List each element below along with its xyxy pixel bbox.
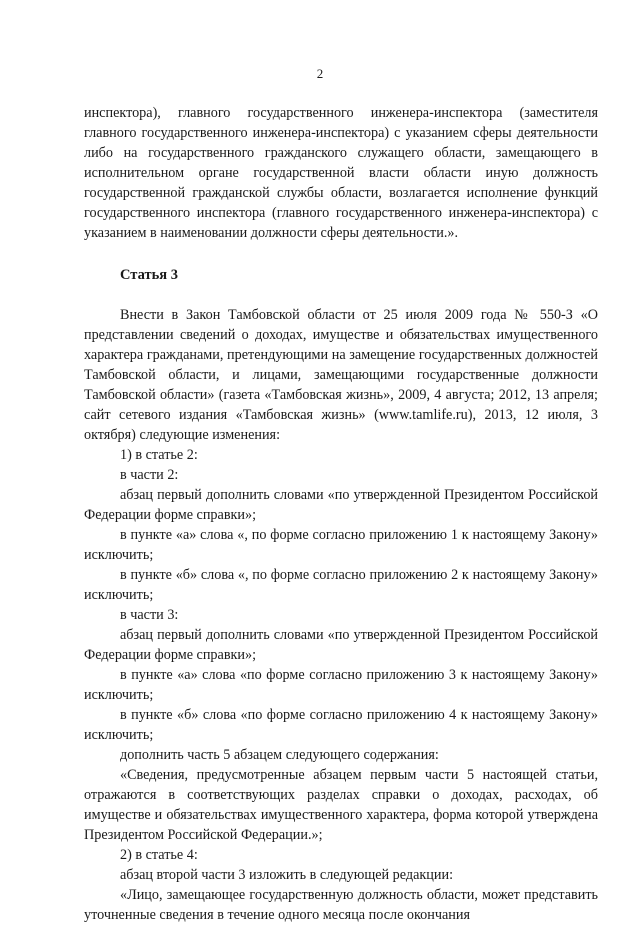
paragraph: «Лицо, замещающее государственную должность области, может представить уточненные сведения в течение одного месяца после окончания (84, 887, 598, 923)
paragraph: в части 2: (120, 467, 179, 483)
paragraph: абзац первый дополнить словами «по утвержденной Президентом Российской Федерации форме справки»; (84, 487, 598, 523)
spacer (84, 285, 598, 305)
paragraph: в пункте «б» слова «по форме согласно приложению 4 к настоящему Закону» исключить; (84, 707, 598, 743)
paragraph: 1) в статье 2: (120, 447, 198, 463)
document-body (84, 103, 598, 925)
paragraph: в пункте «б» слова «, по форме согласно приложению 2 к настоящему Закону» исключить; (84, 567, 598, 603)
paragraph: в части 3: (120, 607, 179, 623)
paragraph: Внести в Закон Тамбовской области от 25 июля 2009 года № 550-З «О представлении сведений о доходах, имуществе и обязательствах имущественного характера гражданами, претендующими на замещение государственных должностей Тамбовской области, и лицами, замещающими государственные должности Тамбовской области» (газета «Тамбовская жизнь», 2009, 4 августа; 2012, 13 апреля; сайт сетевого издания «Тамбовская жизнь» (www.tamlife.ru), 2013, 12 июля, 3 октября) следующие изменения: (84, 307, 598, 443)
page-number: 2 (316, 66, 324, 81)
paragraph: 2) в статье 4: (120, 847, 198, 863)
intro-paragraph: инспектора), главного государственного инженера-инспектора (заместителя главного государственного инженера-инспектора) с указанием сферы деятельности либо на государственного гражданского служащего области, замещающего в исполнительном органе государственной власти области иную должность государственной гражданской службы области, возлагается исполнение функций государственного инспектора (главного государственного инженера-инспектора) с указанием в наименовании должности сферы деятельности.». (84, 105, 598, 241)
paragraph: дополнить часть 5 абзацем следующего содержания: (120, 747, 439, 763)
paragraph: абзац первый дополнить словами «по утвержденной Президентом Российской Федерации форме справки»; (84, 627, 598, 663)
paragraph: «Сведения, предусмотренные абзацем первым части 5 настоящей статьи, отражаются в соответствующих разделах справки о доходах, расходах, об имуществе и обязательствах имущественного характера, форма которой утверждена Президентом Российской Федерации.»; (84, 767, 598, 843)
paragraph: в пункте «а» слова «по форме согласно приложению 3 к настоящему Закону» исключить; (84, 667, 598, 703)
article-heading: Статья 3 (120, 267, 178, 283)
paragraph: в пункте «а» слова «, по форме согласно приложению 1 к настоящему Закону» исключить; (84, 527, 598, 563)
spacer (84, 243, 598, 265)
paragraph: абзац второй части 3 изложить в следующей редакции: (120, 867, 454, 883)
